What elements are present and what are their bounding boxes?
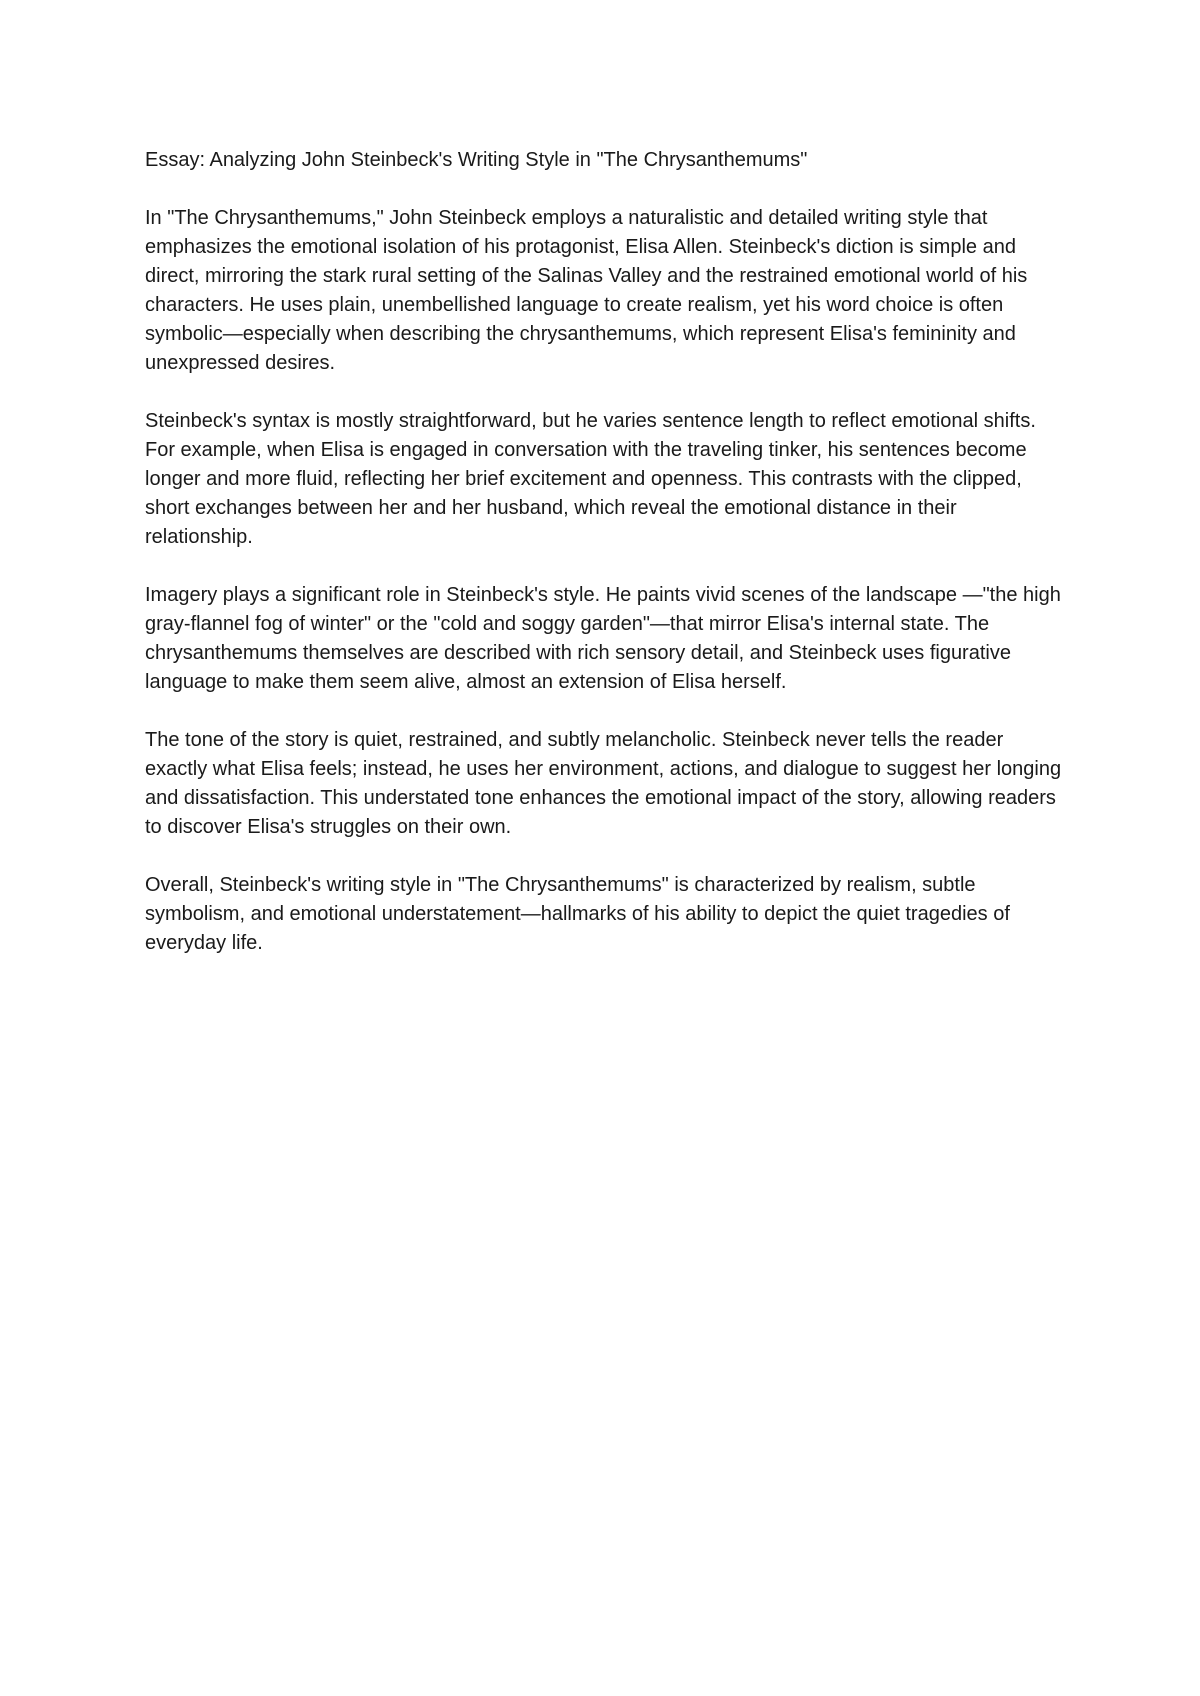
document-body	[145, 146, 1065, 987]
paragraph-intro: In "The Chrysanthemums," John Steinbeck employs a naturalistic and detailed writing style that emphasizes the emotional isolation of his protagonist, Elisa Allen. Steinbeck's diction is simple and direct, mirroring the stark rural setting of the Salinas Valley and the restrained emotional world of his characters. He uses plain, unembellished language to create realism, yet his word choice is often symbolic—especially when describing the chrysanthemums, which represent Elisa's femininity and unexpressed desires.	[145, 207, 1028, 374]
paragraph-conclusion: Overall, Steinbeck's writing style in "The Chrysanthemums" is characterized by realism, subtle symbolism, and emotional understatement—hallmarks of his ability to depict the quiet tragedies of everyday life.	[145, 874, 1010, 954]
paragraph-tone: The tone of the story is quiet, restrained, and subtly melancholic. Steinbeck never tells the reader exactly what Elisa feels; instead, he uses her environment, actions, and dialogue to suggest her longing and dissatisfaction. This understated tone enhances the emotional impact of the story, allowing readers to discover Elisa's struggles on their own.	[145, 729, 1062, 838]
paragraph-imagery: Imagery plays a significant role in Steinbeck's style. He paints vivid scenes of the landscape —"the high gray-flannel fog of winter" or the "cold and soggy garden"—that mirror Elisa's internal state. The chrysanthemums themselves are described with rich sensory detail, and Steinbeck uses figurative language to make them seem alive, almost an extension of Elisa herself.	[145, 584, 1061, 693]
essay-title: Essay: Analyzing John Steinbeck's Writing Style in "The Chrysanthemums"	[145, 149, 808, 171]
paragraph-syntax: Steinbeck's syntax is mostly straightforward, but he varies sentence length to reflect emotional shifts. For example, when Elisa is engaged in conversation with the traveling tinker, his sentences become longer and more fluid, reflecting her brief excitement and openness. This contrasts with the clipped, short exchanges between her and her husband, which reveal the emotional distance in their relationship.	[145, 410, 1036, 548]
